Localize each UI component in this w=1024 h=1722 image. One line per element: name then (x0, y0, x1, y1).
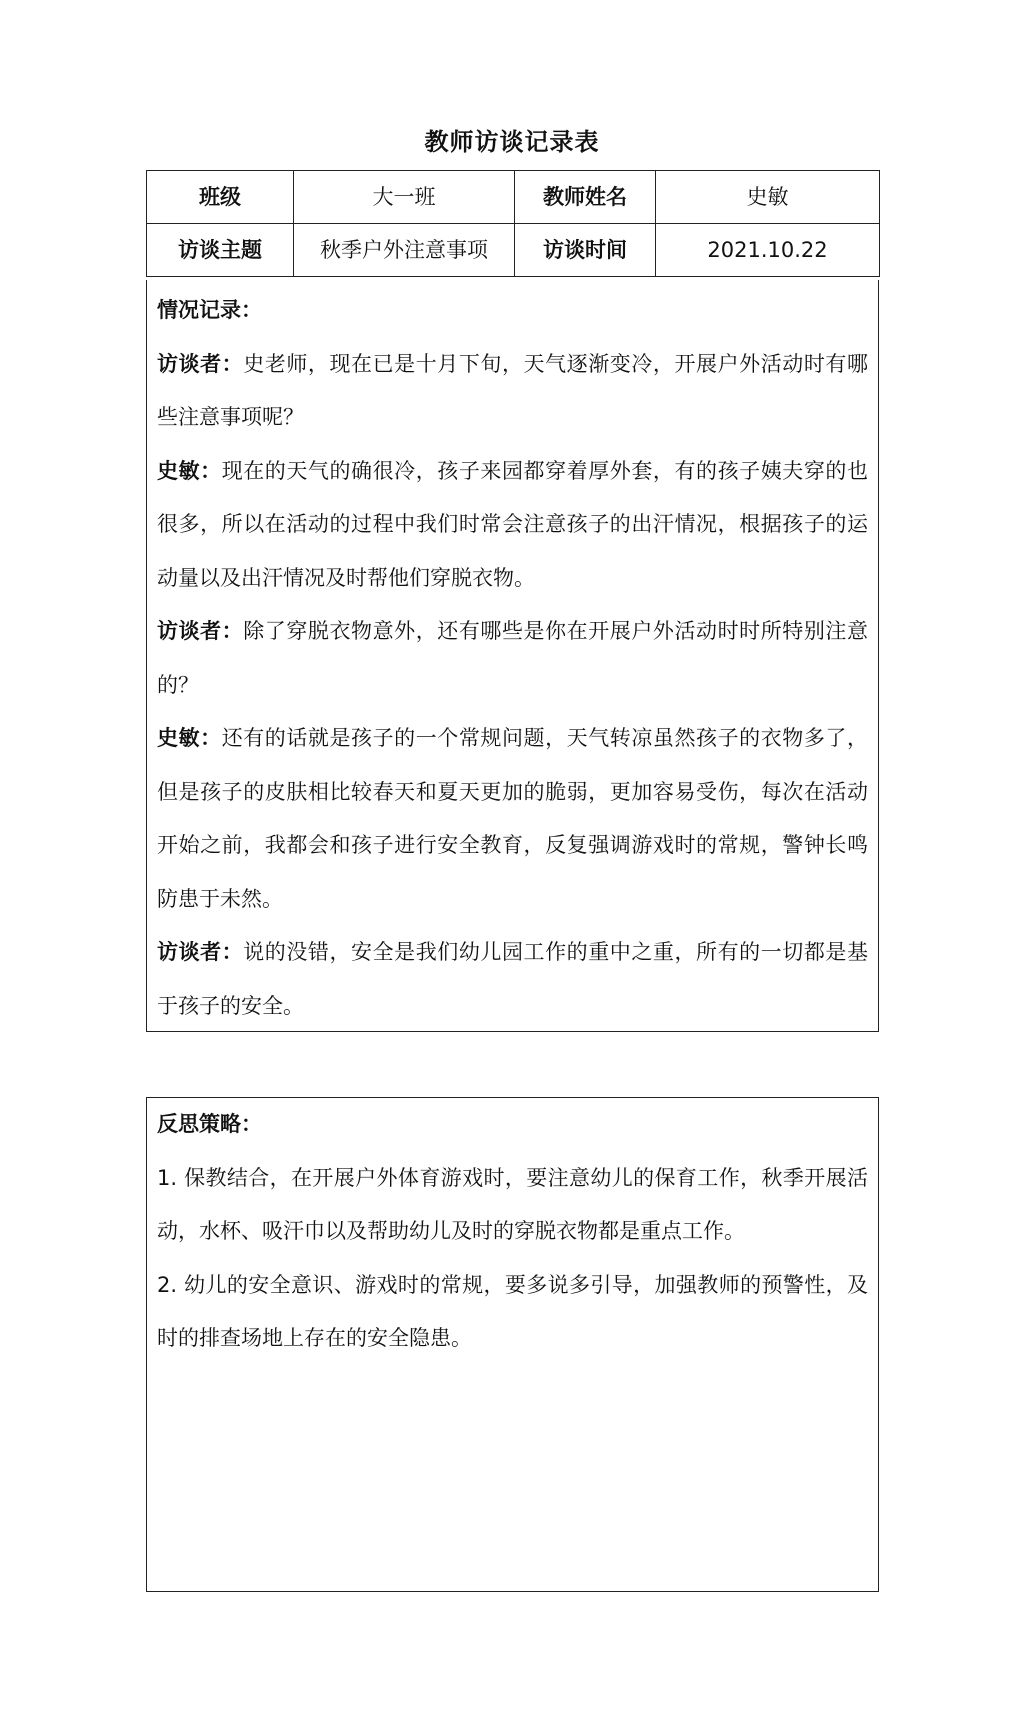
speaker-label: 访谈者： (157, 940, 244, 964)
info-table (146, 170, 880, 277)
dialogue-text: 除了穿脱衣物意外，还有哪些是你在开展户外活动时时所特别注意的？ (157, 619, 868, 697)
dialogue-entry (157, 338, 868, 445)
reflection-item: 2. 幼儿的安全意识、游戏时的常规，要多说多引导，加强教师的预警性，及时的排查场地上存在的安全隐患。 (157, 1272, 868, 1350)
dialogue-text: 说的没错，安全是我们幼儿园工作的重中之重，所有的一切都是基于孩子的安全。 (157, 940, 868, 1018)
dialogue-text: 还有的话就是孩子的一个常规问题，天气转凉虽然孩子的衣物多了，但是孩子的皮肤相比较春天和夏天更加的脆弱，更加容易受伤，每次在活动开始之前，我都会和孩子进行安全教育，反复强调游戏时的常规，警钟长鸣防患于未然。 (157, 726, 868, 911)
speaker-label: 史敏： (157, 458, 222, 483)
dialogue-entry (157, 445, 868, 606)
topic-label: 访谈主题 (147, 224, 294, 277)
speaker-label: 访谈者： (157, 619, 244, 643)
info-row-topic (147, 224, 880, 277)
page-title: 教师访谈记录表 (424, 128, 600, 156)
record-heading: 情况记录： (157, 298, 262, 322)
class-value: 大一班 (294, 171, 515, 224)
reflection-heading: 反思策略： (157, 1112, 262, 1136)
speaker-label: 访谈者： (157, 351, 244, 376)
teacher-value: 史敏 (656, 171, 880, 224)
teacher-label: 教师姓名 (515, 171, 656, 224)
dialogue-text: 现在的天气的确很冷，孩子来园都穿着厚外套，有的孩子姨夫穿的也很多，所以在活动的过程中我们时常会注意孩子的出汗情况，根据孩子的运动量以及出汗情况及时帮他们穿脱衣物。 (157, 458, 868, 590)
time-value: 2021.10.22 (656, 224, 880, 277)
record-section (146, 280, 879, 1032)
dialogue-entry (157, 605, 868, 712)
info-row-class (147, 171, 880, 224)
dialogue-entry (157, 712, 868, 926)
dialogue-text: 史老师，现在已是十月下旬，天气逐渐变冷，开展户外活动时有哪些注意事项呢？ (157, 351, 868, 429)
reflection-section (146, 1097, 879, 1592)
dialogue-entry (157, 926, 868, 1032)
speaker-label: 史敏： (157, 726, 222, 750)
time-label: 访谈时间 (515, 224, 656, 277)
class-label: 班级 (147, 171, 294, 224)
topic-value: 秋季户外注意事项 (294, 224, 515, 277)
reflection-item: 1. 保教结合，在开展户外体育游戏时，要注意幼儿的保育工作，秋季开展活动，水杯、吸汗巾以及帮助幼儿及时的穿脱衣物都是重点工作。 (157, 1165, 868, 1243)
